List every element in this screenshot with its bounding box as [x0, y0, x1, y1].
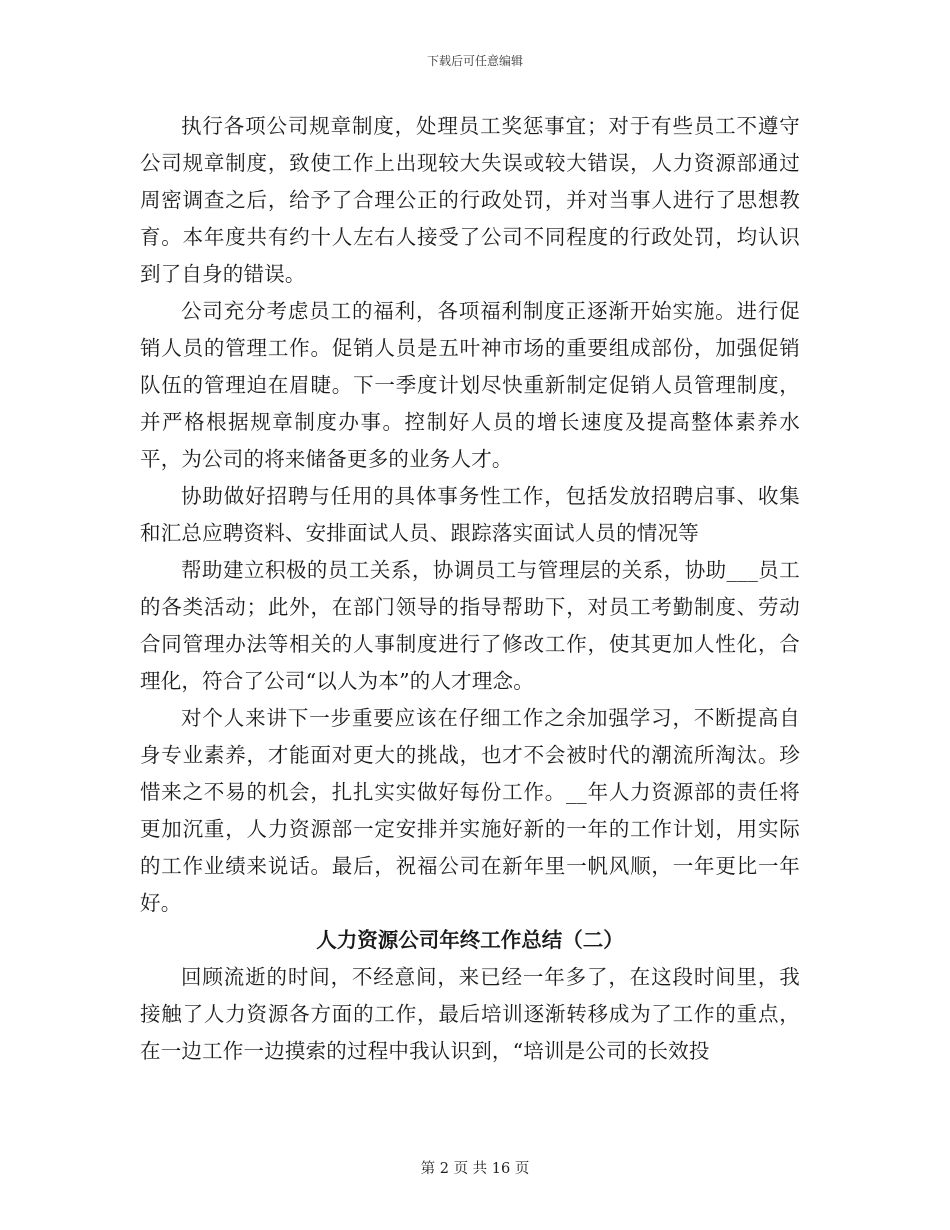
section-heading: 人力资源公司年终工作总结（二）: [316, 928, 624, 952]
paragraph-review: 回顾流逝的时间，不经意间，来已经一年多了，在这段时间里，我接触了人力资源各方面的工作，最后培训逐渐转移成为了工作的重点，在一边工作一边摸索的过程中我认识到，“培训是公司的长效投: [140, 965, 800, 1063]
paragraph-welfare: 公司充分考虑员工的福利，各项福利制度正逐渐开始实施。进行促销人员的管理工作。促销人员是五叶神市场的重要组成部份，加强促销队伍的管理迫在眉睫。下一季度计划尽快重新制定促销人员管理制度，并严格根据规章制度办事。控制好人员的增长速度及提高整体素养水平，为公司的将来储备更多的业务人才。: [140, 299, 800, 471]
paragraph-personal-outlook: 对个人来讲下一步重要应该在仔细工作之余加强学习，不断提高自身专业素养，才能面对更大的挑战，也才不会被时代的潮流所淘汰。珍惜来之不易的机会，扎扎实实做好每份工作。__年人力资源部的责任将更加沉重，人力资源部一定安排并实施好新的一年的工作计划，用实际的工作业绩来说话。最后，祝福公司在新年里一帆风顺，一年更比一年好。: [140, 706, 800, 915]
paragraph-employee-relations: 帮助建立积极的员工关系，协调员工与管理层的关系，协助___员工的各类活动；此外，在部门领导的指导帮助下，对员工考勤制度、劳动合同管理办法等相关的人事制度进行了修改工作，使其更加人性化，合理化，符合了公司“以人为本”的人才理念。: [140, 558, 800, 693]
page-header: 下载后可任意编辑: [426, 54, 523, 68]
document-body: [140, 108, 800, 1070]
paragraph-discipline: 执行各项公司规章制度，处理员工奖惩事宜；对于有些员工不遵守公司规章制度，致使工作上出现较大失误或较大错误，人力资源部通过周密调查之后，给予了合理公正的行政处罚，并对当事人进行了思想教育。本年度共有约十人左右人接受了公司不同程度的行政处罚，均认识到了自身的错误。: [140, 114, 800, 286]
page-footer: 第 2 页 共 16 页: [420, 1161, 530, 1177]
paragraph-recruitment: 协助做好招聘与任用的具体事务性工作，包括发放招聘启事、收集和汇总应聘资料、安排面试人员、跟踪落实面试人员的情况等: [140, 484, 800, 545]
